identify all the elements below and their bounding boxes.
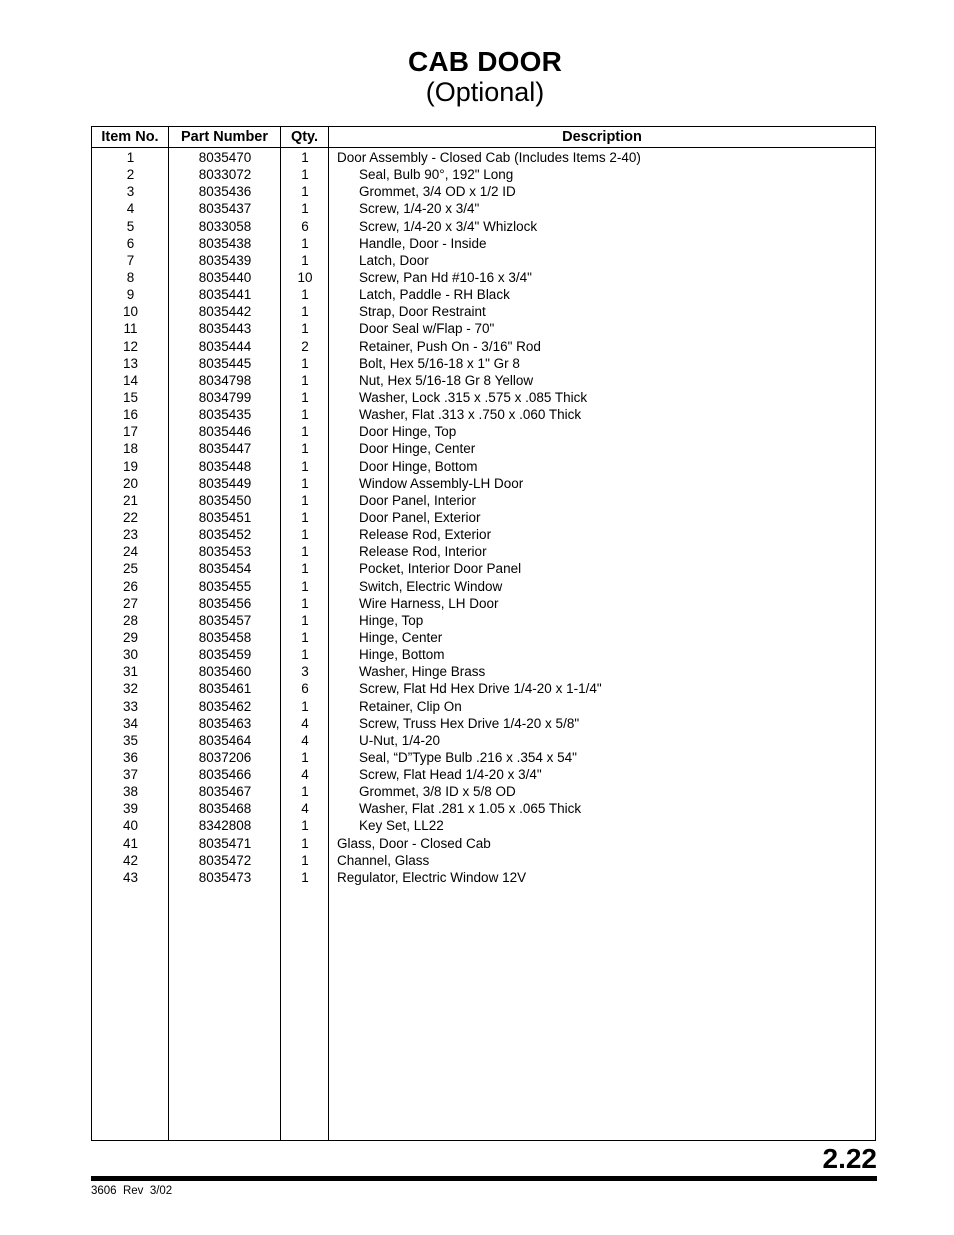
quantity: 1 xyxy=(301,869,309,885)
table-row xyxy=(92,560,875,577)
table-row xyxy=(92,183,875,200)
header-divider xyxy=(92,147,875,148)
part-number: 8037206 xyxy=(198,749,252,765)
part-number: 8035459 xyxy=(198,647,252,663)
item-number: 25 xyxy=(122,561,139,577)
item-number: 35 xyxy=(122,732,139,748)
description: Door Hinge, Center xyxy=(359,441,476,457)
description: Regulator, Electric Window 12V xyxy=(337,869,527,885)
description: Door Hinge, Top xyxy=(359,424,457,440)
item-number: 32 xyxy=(122,681,139,697)
part-number: 8035450 xyxy=(198,492,252,508)
quantity: 1 xyxy=(301,492,309,508)
part-number: 8035455 xyxy=(198,578,252,594)
item-number: 16 xyxy=(122,407,139,423)
quantity: 1 xyxy=(301,578,309,594)
header-description: Description xyxy=(562,129,642,145)
table-row xyxy=(92,475,875,492)
table-row xyxy=(92,252,875,269)
table-row xyxy=(92,612,875,629)
part-number: 8035470 xyxy=(198,150,252,165)
quantity: 1 xyxy=(301,561,309,577)
table-row xyxy=(92,578,875,595)
table-row xyxy=(92,166,875,183)
part-number: 8035471 xyxy=(198,835,252,851)
item-number: 14 xyxy=(122,372,139,388)
item-number: 4 xyxy=(126,201,135,217)
table-row xyxy=(92,646,875,663)
part-number: 8033072 xyxy=(198,167,252,183)
item-number: 41 xyxy=(122,835,139,851)
description: Channel, Glass xyxy=(337,852,430,868)
quantity: 1 xyxy=(301,784,309,800)
item-number: 20 xyxy=(122,475,139,491)
table-row xyxy=(92,869,875,886)
description: Pocket, Interior Door Panel xyxy=(359,561,522,577)
part-number: 8034799 xyxy=(198,389,252,405)
footer-rule xyxy=(91,1176,877,1181)
quantity: 1 xyxy=(301,372,309,388)
header-part-number: Part Number xyxy=(180,129,269,145)
item-number: 42 xyxy=(122,852,139,868)
description: Hinge, Center xyxy=(359,629,443,645)
page-title: CAB DOOR xyxy=(407,46,563,77)
description: U-Nut, 1/4-20 xyxy=(359,732,441,748)
item-number: 8 xyxy=(126,269,135,285)
item-number: 43 xyxy=(122,869,139,885)
table-row xyxy=(92,663,875,680)
description: Screw, Truss Hex Drive 1/4-20 x 5/8" xyxy=(359,715,580,731)
description: Washer, Flat .313 x .750 x .060 Thick xyxy=(359,407,582,423)
quantity: 1 xyxy=(301,355,309,371)
table-row xyxy=(92,458,875,475)
table-row xyxy=(92,200,875,217)
item-number: 29 xyxy=(122,629,139,645)
part-number: 8035448 xyxy=(198,458,252,474)
table-row xyxy=(92,355,875,372)
table-row xyxy=(92,286,875,303)
part-number: 8035472 xyxy=(198,852,252,868)
description: Release Rod, Exterior xyxy=(359,527,492,543)
item-number: 15 xyxy=(122,389,139,405)
table-row xyxy=(92,526,875,543)
table-row xyxy=(92,715,875,732)
quantity: 1 xyxy=(301,818,309,834)
item-number: 24 xyxy=(122,544,139,560)
table-row xyxy=(92,852,875,869)
part-number: 8035456 xyxy=(198,595,252,611)
quantity: 1 xyxy=(301,629,309,645)
item-number: 39 xyxy=(122,801,139,817)
item-number: 9 xyxy=(126,287,135,303)
item-number: 17 xyxy=(122,424,139,440)
table-row xyxy=(92,372,875,389)
part-number: 8035446 xyxy=(198,424,252,440)
part-number: 8033058 xyxy=(198,218,252,234)
quantity: 1 xyxy=(301,321,309,337)
quantity: 1 xyxy=(301,389,309,405)
quantity: 1 xyxy=(301,304,309,320)
quantity: 1 xyxy=(301,458,309,474)
part-number: 8035457 xyxy=(198,612,252,628)
description: Door Assembly - Closed Cab (Includes Items 2-40) xyxy=(337,150,641,165)
description: Latch, Door xyxy=(359,252,429,268)
description: Retainer, Push On - 3/16" Rod xyxy=(359,338,541,354)
header-item-no: Item No. xyxy=(101,129,159,145)
description: Washer, Lock .315 x .575 x .085 Thick xyxy=(359,389,588,405)
quantity: 1 xyxy=(301,835,309,851)
footer-revision: 3606 Rev 3/02 xyxy=(91,1185,173,1197)
quantity: 1 xyxy=(301,749,309,765)
part-number: 8035445 xyxy=(198,355,252,371)
part-number: 8035464 xyxy=(198,732,252,748)
part-number: 8034798 xyxy=(198,372,252,388)
item-number: 18 xyxy=(122,441,139,457)
quantity: 6 xyxy=(301,681,309,697)
description: Hinge, Bottom xyxy=(359,647,445,663)
description: Screw, Flat Hd Hex Drive 1/4-20 x 1-1/4" xyxy=(359,681,602,697)
quantity: 4 xyxy=(301,715,309,731)
table-row xyxy=(92,595,875,612)
part-number: 8035454 xyxy=(198,561,252,577)
table-row xyxy=(92,817,875,834)
description: Latch, Paddle - RH Black xyxy=(359,287,510,303)
item-number: 1 xyxy=(126,150,135,165)
table-row xyxy=(92,749,875,766)
part-number: 8035460 xyxy=(198,664,252,680)
part-number: 8035441 xyxy=(198,287,252,303)
quantity: 1 xyxy=(301,475,309,491)
quantity: 1 xyxy=(301,647,309,663)
item-number: 5 xyxy=(126,218,135,234)
description: Switch, Electric Window xyxy=(359,578,503,594)
item-number: 21 xyxy=(122,492,139,508)
description: Screw, 1/4-20 x 3/4" Whizlock xyxy=(359,218,538,234)
description: Washer, Flat .281 x 1.05 x .065 Thick xyxy=(359,801,582,817)
description: Washer, Hinge Brass xyxy=(359,664,486,680)
description: Retainer, Clip On xyxy=(359,698,462,714)
quantity: 2 xyxy=(301,338,309,354)
part-number: 8035451 xyxy=(198,509,252,525)
item-number: 30 xyxy=(122,647,139,663)
quantity: 4 xyxy=(301,801,309,817)
quantity: 1 xyxy=(301,287,309,303)
quantity: 4 xyxy=(301,767,309,783)
part-number: 8035466 xyxy=(198,767,252,783)
table-row xyxy=(92,235,875,252)
quantity: 1 xyxy=(301,527,309,543)
item-number: 10 xyxy=(122,304,139,320)
part-number: 8035435 xyxy=(198,407,252,423)
quantity: 1 xyxy=(301,235,309,251)
part-number: 8035437 xyxy=(198,201,252,217)
item-number: 3 xyxy=(126,184,135,200)
item-number: 13 xyxy=(122,355,139,371)
quantity: 1 xyxy=(301,698,309,714)
part-number: 8035449 xyxy=(198,475,252,491)
part-number: 8035463 xyxy=(198,715,252,731)
item-number: 22 xyxy=(122,509,139,525)
table-row xyxy=(92,440,875,457)
description: Grommet, 3/8 ID x 5/8 OD xyxy=(359,784,516,800)
description: Strap, Door Restraint xyxy=(359,304,486,320)
table-row xyxy=(92,783,875,800)
description: Hinge, Top xyxy=(359,612,424,628)
table-row xyxy=(92,543,875,560)
description: Grommet, 3/4 OD x 1/2 ID xyxy=(359,184,516,200)
quantity: 1 xyxy=(301,167,309,183)
item-number: 19 xyxy=(122,458,139,474)
item-number: 36 xyxy=(122,749,139,765)
table-body xyxy=(92,149,875,886)
table-row xyxy=(92,492,875,509)
item-number: 40 xyxy=(122,818,139,834)
item-number: 38 xyxy=(122,784,139,800)
item-number: 37 xyxy=(122,767,139,783)
parts-table xyxy=(91,126,876,1141)
header-qty: Qty. xyxy=(290,129,319,145)
table-row xyxy=(92,732,875,749)
quantity: 1 xyxy=(301,407,309,423)
quantity: 1 xyxy=(301,184,309,200)
quantity: 1 xyxy=(301,852,309,868)
item-number: 23 xyxy=(122,527,139,543)
quantity: 1 xyxy=(301,595,309,611)
quantity: 1 xyxy=(301,509,309,525)
table-row xyxy=(92,218,875,235)
quantity: 10 xyxy=(297,269,313,285)
part-number: 8035436 xyxy=(198,184,252,200)
item-number: 11 xyxy=(123,321,138,337)
description: Nut, Hex 5/16-18 Gr 8 Yellow xyxy=(359,372,534,388)
table-row xyxy=(92,509,875,526)
description: Screw, Flat Head 1/4-20 x 3/4" xyxy=(359,767,542,783)
description: Seal, “D”Type Bulb .216 x .354 x 54" xyxy=(359,749,577,765)
item-number: 31 xyxy=(122,664,139,680)
part-number: 8035468 xyxy=(198,801,252,817)
description: Screw, 1/4-20 x 3/4" xyxy=(359,201,480,217)
description: Door Hinge, Bottom xyxy=(359,458,478,474)
table-row xyxy=(92,423,875,440)
item-number: 7 xyxy=(126,252,135,268)
title-block xyxy=(0,46,954,106)
table-row xyxy=(92,698,875,715)
description: Door Seal w/Flap - 70" xyxy=(359,321,495,337)
table-row xyxy=(92,389,875,406)
part-number: 8035438 xyxy=(198,235,252,251)
description: Key Set, LL22 xyxy=(359,818,444,834)
table-row xyxy=(92,303,875,320)
item-number: 6 xyxy=(126,235,135,251)
part-number: 8035443 xyxy=(198,321,252,337)
page-subtitle: (Optional) xyxy=(425,77,545,107)
quantity: 4 xyxy=(301,732,309,748)
quantity: 1 xyxy=(301,252,309,268)
description: Screw, Pan Hd #10-16 x 3/4" xyxy=(359,269,532,285)
part-number: 8035467 xyxy=(198,784,252,800)
description: Door Panel, Interior xyxy=(359,492,477,508)
table-row xyxy=(92,629,875,646)
part-number: 8035439 xyxy=(198,252,252,268)
description: Release Rod, Interior xyxy=(359,544,487,560)
table-row xyxy=(92,320,875,337)
part-number: 8035444 xyxy=(198,338,252,354)
part-number: 8035442 xyxy=(198,304,252,320)
table-row xyxy=(92,835,875,852)
item-number: 28 xyxy=(122,612,139,628)
part-number: 8342808 xyxy=(198,818,252,834)
part-number: 8035458 xyxy=(198,629,252,645)
item-number: 12 xyxy=(122,338,139,354)
page-number: 2.22 xyxy=(822,1143,877,1174)
table-row xyxy=(92,269,875,286)
item-number: 2 xyxy=(126,167,135,183)
table-row xyxy=(92,406,875,423)
description: Door Panel, Exterior xyxy=(359,509,481,525)
item-number: 33 xyxy=(122,698,139,714)
table-row xyxy=(92,149,875,166)
quantity: 1 xyxy=(301,201,309,217)
part-number: 8035440 xyxy=(198,269,252,285)
quantity: 1 xyxy=(301,150,309,165)
quantity: 1 xyxy=(301,544,309,560)
part-number: 8035453 xyxy=(198,544,252,560)
description: Window Assembly-LH Door xyxy=(359,475,524,491)
description: Handle, Door - Inside xyxy=(359,235,487,251)
item-number: 27 xyxy=(122,595,139,611)
item-number: 34 xyxy=(122,715,139,731)
table-row xyxy=(92,766,875,783)
quantity: 1 xyxy=(301,441,309,457)
description: Seal, Bulb 90°, 192" Long xyxy=(359,167,514,183)
table-row xyxy=(92,680,875,697)
part-number: 8035473 xyxy=(198,869,252,885)
item-number: 26 xyxy=(122,578,139,594)
description: Bolt, Hex 5/16-18 x 1" Gr 8 xyxy=(359,355,520,371)
part-number: 8035461 xyxy=(198,681,252,697)
part-number: 8035447 xyxy=(198,441,252,457)
quantity: 1 xyxy=(301,612,309,628)
quantity: 3 xyxy=(301,664,309,680)
table-row xyxy=(92,338,875,355)
description: Wire Harness, LH Door xyxy=(359,595,499,611)
description: Glass, Door - Closed Cab xyxy=(337,835,491,851)
quantity: 1 xyxy=(301,424,309,440)
part-number: 8035452 xyxy=(198,527,252,543)
table-row xyxy=(92,800,875,817)
part-number: 8035462 xyxy=(198,698,252,714)
quantity: 6 xyxy=(301,218,309,234)
